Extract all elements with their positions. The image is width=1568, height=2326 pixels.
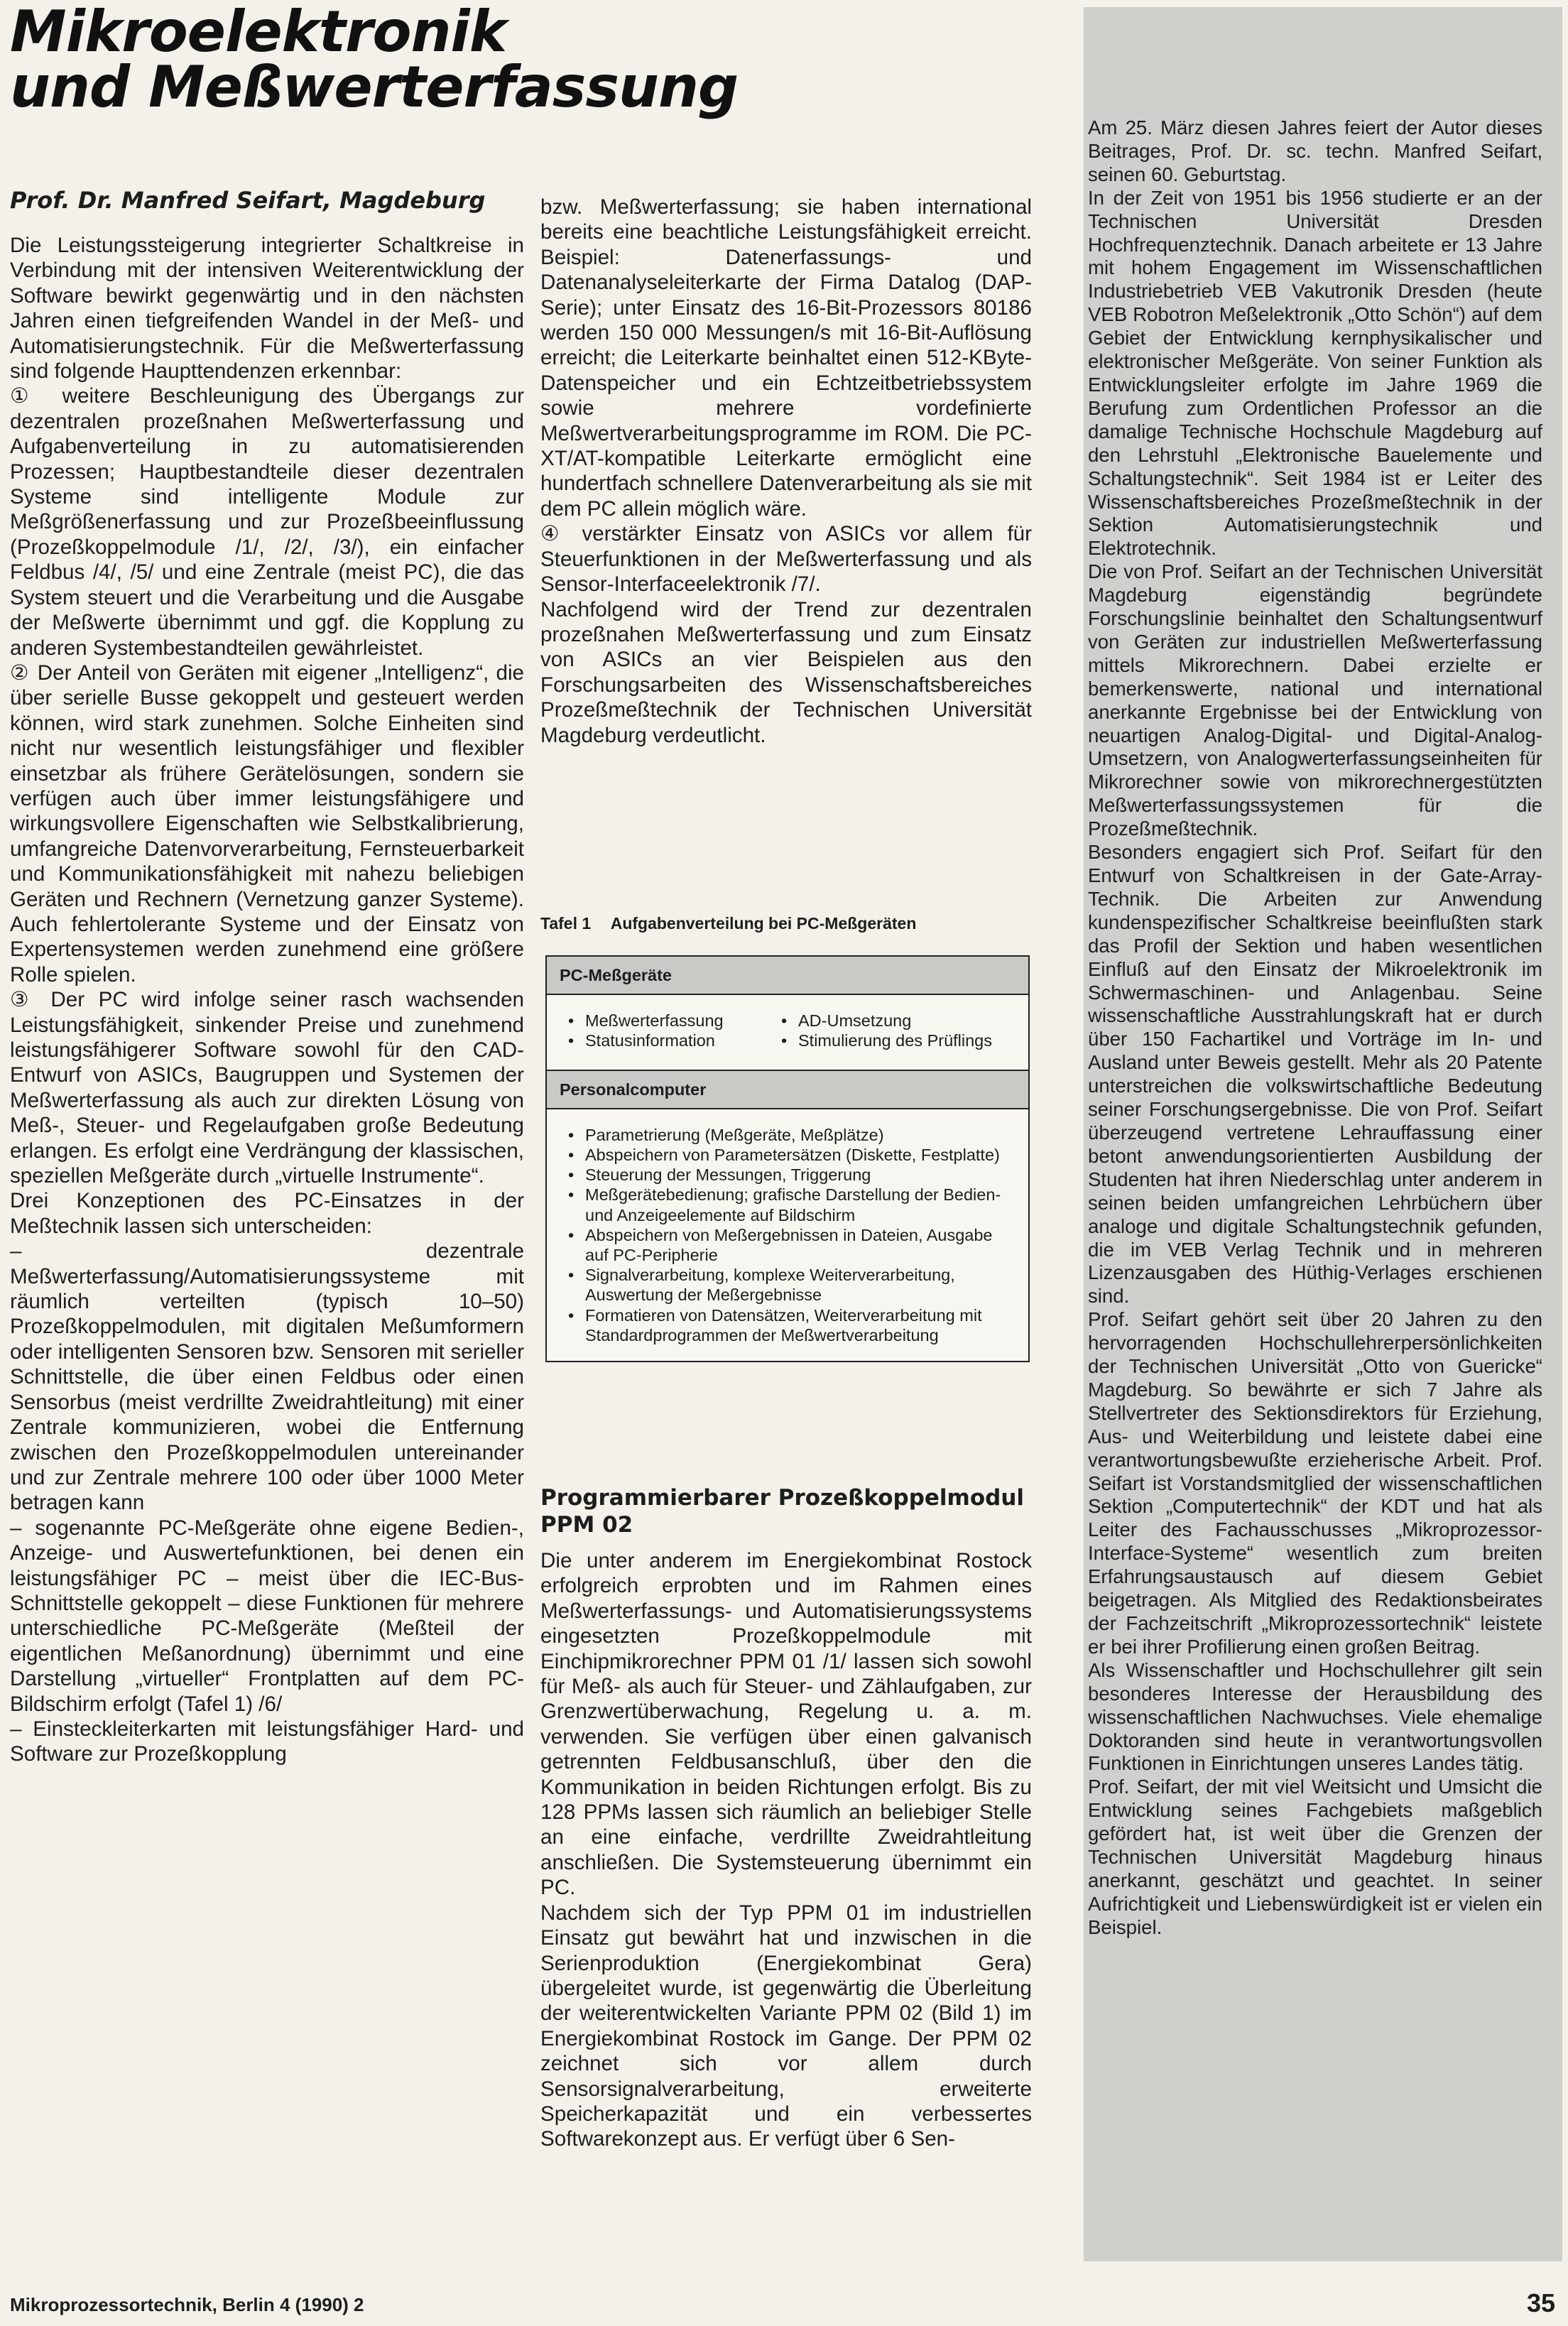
paragraph: Prof. Seifart, der mit viel Weitsicht und Umsicht die Entwicklung seines Fachgebiets maßgeblich gefördert hat, ist weit über die Grenzen der Technischen Universität Magdeburg hinaus anerkannt, geschätzt und geachtet. In seiner Aufrichtigkeit und Liebenswürdigkeit ist er vielen ein Beispiel. bbox=[1088, 1776, 1542, 1938]
table-list-item: • Signalverarbeitung, komplexe Weiterverarbeitung, Auswertung der Meßergebnisse bbox=[565, 1265, 1016, 1305]
paragraph: Die von Prof. Seifart an der Technischen Universität Magdeburg eigenständig begründete Forschungslinie beinhaltet den Schaltungsentwurf von Geräten zur industriellen Meßwerterfassung mittels Mikrorechnern. Dabei erzielte er bemerkenswerte, national und international anerkannte Ergebnisse bei der Entwicklung von neuartigen Analog-Digital- und Digital-Analog-Umsetzern, von Analogwerterfassungseinheiten für Mikrorechner sowie von mikrorechnergestützten Meßwerterfassungssystemen für die Prozeßmeßtechnik. bbox=[1088, 560, 1542, 840]
table-list-item: • Abspeichern von Meßergebnissen in Dateien, Ausgabe auf PC-Peripherie bbox=[565, 1225, 1016, 1265]
page-number: 35 bbox=[1526, 2288, 1555, 2317]
table-section-header: Personalcomputer bbox=[547, 1070, 1028, 1109]
table-list bbox=[565, 1125, 1016, 1345]
table-list-item: • Meßgerätebedienung; grafische Darstellung der Bedien- und Anzeigeelemente auf Bildschirm bbox=[565, 1185, 1016, 1224]
paragraph: Prof. Seifart gehört seit über 20 Jahren zu den hervorragenden Hochschullehrerpersönlichkeiten der Technischen Universität „Otto von Guericke“ Magdeburg. So bewährte er sich 7 Jahre als Stellvertreter des Sektionsdirektors für Erziehung, Aus- und Weiterbildung und leistete dabei eine verantwortungsbewußte erzieherische Arbeit. Prof. Seifart ist Vorstandsmitglied der wissenschaftlichen Sektion „Computertechnik“ der KDT und hat als Leiter des Fachausschusses „Mikroprozessor-Interface-Systeme“ wesentlich zum breiten Erfahrungsaustausch auf diesem Gebiet beigetragen. Als Mitglied des Redaktionsbeirates der Fachzeitschrift „Mikroprozessortechnik“ leistete er bei ihrer Profilierung einen großen Beitrag. bbox=[1088, 1308, 1542, 1658]
paragraph: Drei Konzeptionen des PC-Einsatzes in der Meßtechnik lassen sich unterscheiden: bbox=[10, 1189, 524, 1238]
biography-text bbox=[1088, 116, 1542, 1940]
column-2 bbox=[540, 195, 1032, 748]
paragraph: Als Wissenschaftler und Hochschullehrer gilt sein besonderes Interesse der Herausbildung des wissenschaftlichen Nachwuchses. Viele ehemalige Doktoranden sind heute in verantwortungsvollen Funktionen in Einrichtungen unseres Landes tätig. bbox=[1088, 1658, 1542, 1775]
table-section-body bbox=[547, 1109, 1028, 1361]
paragraph: ② Der Anteil von Geräten mit eigener „Intelligenz“, die über serielle Busse gekoppelt und gesteuert werden können, wird stark zunehmen. Solche Einheiten sind nicht nur wesentlich leistungsfähiger und flexibler einsetzbar als frühere Gerätelösungen, sondern sie verfügen auch über immer leistungsfähigere und wirkungsvollere Eigenschaften wie Selbstkalibrierung, umfangreiche Datenvorverarbeitung, Fernsteuerbarkeit und Kommunikationsfähigkeit mit nahezu beliebigen Geräten und Rechnern (Vernetzung ganzer Systeme). Auch fehlertolerante Systeme und der Einsatz von Expertensystemen werden zunehmend eine größere Rolle spielen. bbox=[10, 661, 524, 987]
table-caption bbox=[540, 913, 1032, 933]
column-2-lower bbox=[540, 1548, 1032, 2152]
paragraph: In der Zeit von 1951 bis 1956 studierte er an der Technischen Universität Dresden Hochfrequenztechnik. Danach arbeitete er 13 Jahre mit hohem Engagement im Wissenschaftlichen Industriebetrieb VEB Vakutronik Dresden (heute VEB Robotron Meßelektronik „Otto Schön“) auf dem Gebiet der Entwicklung kernphysikalischer und elektronischer Meßgeräte. Von seiner Funktion als Entwicklungsleiter erfolgte im Jahre 1969 die Berufung zum Ordentlichen Professor an die damalige Technische Hochschule Magdeburg auf den Lehrstuhl „Elektronische Bauelemente und Schaltungstechnik“. Seit 1984 ist er Leiter des Wissenschaftsbereiches Prozeßmeßtechnik in der Sektion Automatisierungstechnik und Elektrotechnik. bbox=[1088, 186, 1542, 560]
table-number: Tafel 1 bbox=[540, 914, 592, 933]
paragraph: ④ verstärkter Einsatz von ASICs vor allem für Steuerfunktionen in der Meßwerterfassung und als Sensor-Interfaceelektronik /7/. bbox=[540, 522, 1032, 597]
paragraph: Am 25. März diesen Jahres feiert der Autor dieses Beitrages, Prof. Dr. sc. techn. Manfred Seifart, seinen 60. Geburtstag. bbox=[1088, 116, 1542, 185]
paragraph: – sogenannte PC-Meßgeräte ohne eigene Bedien-, Anzeige- und Auswertefunktionen, bei denen ein leistungsfähiger PC – meist über die IEC-Bus-Schnittstelle gekoppelt – diese Funktionen für mehrere unterschiedliche PC-Meßgeräte (Meßteil der eigentlichen Meßanordnung) übernimmt und eine Darstellung „virtueller“ Frontplatten auf dem PC-Bildschirm erfolgt (Tafel 1) /6/ bbox=[10, 1516, 524, 1716]
author-byline: Prof. Dr. Manfred Seifart, Magdeburg bbox=[10, 187, 486, 214]
table-list-item: • Steuerung der Messungen, Triggerung bbox=[565, 1165, 1016, 1185]
paragraph: – dezentrale Meßwerterfassung/Automatisierungssysteme mit räumlich verteilten (typisch 10–50) Prozeßkoppelmodulen, mit digitalen Meßumformern oder intelligenten Sensoren bzw. Sensoren mit serieller Schnittstelle, die über einen Feldbus oder einen Sensorbus (meist verdrillte Zweidrahtleitung) mit einer Zentrale kommunizieren, wobei die Entfernung zwischen den Prozeßkoppelmodulen untereinander und zur Zentrale mehrere 100 oder über 1000 Meter betragen kann bbox=[10, 1239, 524, 1515]
paragraph: Nachdem sich der Typ PPM 01 im industriellen Einsatz gut bewährt hat und inzwischen in die Serienproduktion (Energiekombinat Gera) übergeleitet wurde, ist gegenwärtig die Überleitung der weiterentwickelten Variante PPM 02 (Bild 1) im Energiekombinat Rostock im Gange. Der PPM 02 zeichnet sich vor allem durch Sensorsignalverarbeitung, erweiterte Speicherkapazität und ein verbessertes Softwarekonzept aus. Er verfügt über 6 Sen- bbox=[540, 1901, 1032, 2151]
table-list-item: • Stimulierung des Prüflings bbox=[778, 1031, 1016, 1050]
table-caption-text: Aufgabenverteilung bei PC-Meßgeräten bbox=[610, 914, 917, 933]
table-list-item: • Abspeichern von Parametersätzen (Diskette, Festplatte) bbox=[565, 1145, 1016, 1165]
table-list bbox=[565, 1011, 771, 1050]
paragraph: Die unter anderem im Energiekombinat Rostock erfolgreich erprobten und im Rahmen eines Meßwerterfassungs- und Automatisierungssystems eingesetzten Prozeßkoppelmodule mit Einchipmikrorechner PPM 01 /1/ lassen sich sowohl für Meß- als auch für Steuer- und Zählaufgaben, zur Grenzwertüberwachung, Regelung u. a. m. verwenden. Sie verfügen über einen galvanisch getrennten Feldbusanschluß, über den die Kommunikation in beiden Richtungen erfolgt. Bis zu 128 PPMs lassen sich räumlich an beliebiger Stelle an eine einfache, verdrillte Zweidrahtleitung anschließen. Die Systemsteuerung übernimmt ein PC. bbox=[540, 1549, 1032, 1900]
table-list-item: • Parametrierung (Meßgeräte, Meßplätze) bbox=[565, 1125, 1016, 1145]
article-title-line2: und Meßwerterfassung bbox=[10, 54, 739, 120]
journal-footer: Mikroprozessortechnik, Berlin 4 (1990) 2 bbox=[10, 2294, 364, 2315]
column-1 bbox=[10, 233, 524, 1767]
paragraph: Die Leistungssteigerung integrierter Schaltkreise in Verbindung mit der intensiven Weiterentwicklung der Software bewirkt gegenwärtig und in den nächsten Jahren einen tiefgreifenden Wandel in der Meß- und Automatisierungstechnik. Für die Meßwerterfassung sind folgende Haupttendenzen erkennbar: bbox=[10, 234, 524, 384]
paragraph: Nachfolgend wird der Trend zur dezentralen prozeßnahen Meßwerterfassung und zum Einsatz von ASICs an vier Beispielen aus den Forschungsarbeiten des Wissenschaftsbereiches Prozeßmeßtechnik der Technischen Universität Magdeburg verdeutlicht. bbox=[540, 597, 1032, 747]
article-title-line1: Mikroelektronik bbox=[10, 0, 507, 65]
table-section-body bbox=[547, 995, 1028, 1069]
table-list bbox=[778, 1011, 1016, 1050]
article-title bbox=[10, 0, 784, 120]
table-list-item: • Statusinformation bbox=[565, 1031, 771, 1050]
table-aufgabenverteilung bbox=[545, 955, 1030, 1362]
section-heading: Programmierbarer Prozeßkoppelmodul PPM 02 bbox=[540, 1485, 1025, 1538]
paragraph: bzw. Meßwerterfassung; sie haben international bereits eine beachtliche Leistungsfähigkeit erreicht. Beispiel: Datenerfassungs- und Datenanalyseleiterkarte der Firma Datalog (DAP-Serie); unter Einsatz des 16-Bit-Prozessors 80186 werden 150 000 Messungen/s mit 16-Bit-Auflösung erreicht; die Leiterkarte beinhaltet einen 512-KByte-Datenspeicher und ein Echtzeitbetriebssystem sowie mehrere vordefinierte Meßwertverarbeitungsprogramme im ROM. Die PC-XT/AT-kompatible Leiterkarte ermöglicht eine hundertfach schnellere Datenverarbeitung als sie mit dem PC allein möglich wäre. bbox=[540, 195, 1032, 521]
paragraph: Besonders engagiert sich Prof. Seifart für den Entwurf von Schaltkreisen in der Gate-Array-Technik. Die Arbeiten zur Anwendung kundenspezifischer Schaltkreise beeinflußten stark das Profil der Sektion und haben wesentlichen Einfluß auf den Einsatz der Mikroelektronik im Schwermaschinen- und Anlagenbau. Seine wissenschaftliche Ausstrahlungskraft hat er durch über 150 Fachartikel und Vorträge im In- und Ausland unter Beweis gestellt. Mehr als 20 Patente unterstreichen die volkswirtschaftliche Bedeutung seiner Forschungsergebnisse. Die von Prof. Seifart überzeugend vertretene Lehrauffassung einer betont anwendungsorientierten Ausbildung der Studenten hat ihren Niederschlag unter anderem in seinen beiden umfangreichen Lehrbüchern über analoge und digitale Schaltungstechnik gefunden, die im VEB Verlag Technik und in mehreren Lizenzausgaben des Hüthig-Verlages erschienen sind. bbox=[1088, 841, 1542, 1308]
table-section-header: PC-Meßgeräte bbox=[547, 957, 1028, 995]
table-list-item: • Formatieren von Datensätzen, Weiterverarbeitung mit Standardprogrammen der Meßwertverarbeitung bbox=[565, 1305, 1016, 1345]
paragraph: ③ Der PC wird infolge seiner rasch wachsenden Leistungsfähigkeit, sinkender Preise und zunehmend leistungsfähigerer Software sowohl für den CAD-Entwurf von ASICs, Baugruppen und Systemen der Meßwerterfassung als auch zur direkten Lösung von Meß-, Steuer- und Regelaufgaben große Bedeutung erlangen. Es erfolgt eine Verdrängung der klassischen, speziellen Meßgeräte durch „virtuelle Instrumente“. bbox=[10, 988, 524, 1188]
table-list-item: • Meßwerterfassung bbox=[565, 1011, 771, 1031]
paragraph: ① weitere Beschleunigung des Übergangs zur dezentralen prozeßnahen Meßwerterfassung und Aufgabenverteilung in zu automatisierenden Prozessen; Hauptbestandteile dieser dezentralen Systeme sind intelligente Module zur Meßgrößenerfassung und zur Prozeßbeeinflussung (Prozeßkoppelmodule /1/, /2/, /3/), ein einfacher Feldbus /4/, /5/ und eine Zentrale (meist PC), die das System steuert und die Verarbeitung und die Ausgabe der Meßwerte übernimmt und ggf. die Kopplung zu anderen Systembestandteilen gewährleistet. bbox=[10, 384, 524, 660]
table-list-item: • AD-Umsetzung bbox=[778, 1011, 1016, 1031]
paragraph: – Einsteckleiterkarten mit leistungsfähiger Hard- und Software zur Prozeßkopplung bbox=[10, 1717, 524, 1766]
